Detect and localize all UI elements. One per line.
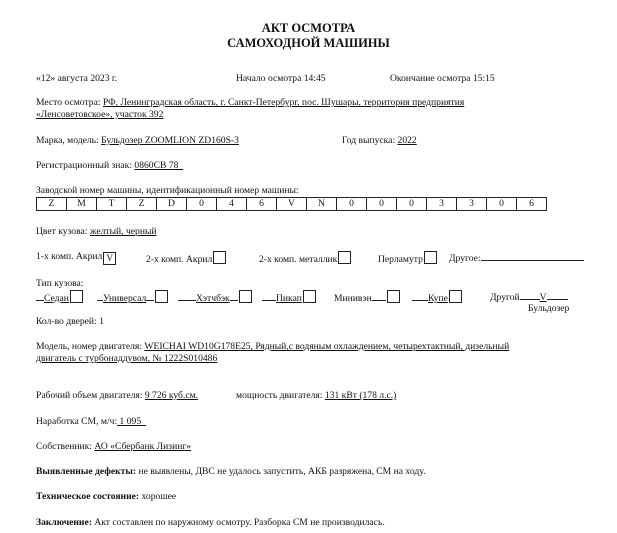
body-type-label: Тип кузова: — [36, 278, 84, 289]
vin-cell: 0 — [337, 198, 367, 211]
brand-label: Марка, модель: — [36, 135, 99, 146]
pickup-label: Пикап — [276, 293, 302, 304]
operating-hours — [36, 416, 146, 427]
year-value: 2022 — [397, 135, 417, 146]
vin-cell: V — [277, 198, 307, 211]
paint-opt4-label: Перламутр — [378, 254, 423, 265]
hours-label: Наработка СМ, м/ч: — [36, 416, 118, 427]
conclusion-value: Акт составлен по наружному осмотру. Разборка СМ не производилась. — [94, 517, 385, 528]
body-type-hatchback — [178, 290, 252, 304]
defects-value: не выявлены, ДВС не удалось запустить, АКБ разряжена, СМ на ходу. — [138, 466, 426, 477]
other-label: Другой — [490, 292, 520, 303]
paint-opt1-label: 1-х комп. Акрил — [36, 251, 103, 262]
condition-label: Техническое состояние: — [36, 491, 140, 502]
hatchback-label: Хэтчбэк — [196, 293, 230, 304]
reg-label: Регистрационный знак: — [36, 160, 132, 171]
volume-value: 9 726 куб.см. — [144, 390, 199, 401]
owner-label: Собственник: — [36, 441, 92, 452]
coupe-checkbox — [449, 290, 462, 303]
minivan-checkbox — [387, 290, 400, 303]
body-type-sedan — [36, 290, 83, 304]
condition-value: хорошее — [141, 491, 177, 502]
other-mark: V — [539, 292, 547, 303]
vin-cell: Z — [127, 198, 157, 211]
other-body-value: Бульдозер — [528, 303, 570, 314]
vin-cell: N — [307, 198, 337, 211]
body-type-other — [490, 290, 568, 303]
pickup-checkbox — [303, 290, 316, 303]
vin-cell: D — [157, 198, 187, 211]
doc-title-line1: АКТ ОСМОТРА — [261, 21, 356, 35]
coupe-label: Купе — [428, 293, 448, 304]
vin-cell: 3 — [427, 198, 457, 211]
vin-cell: 0 — [397, 198, 427, 211]
owner — [36, 441, 191, 452]
universal-label: Универсал — [103, 293, 147, 304]
paint-other — [449, 251, 584, 264]
power-label: мощность двигателя: — [236, 390, 323, 401]
year-label: Год выпуска: — [342, 135, 396, 146]
paint-opt1-checkbox: V — [103, 252, 116, 265]
body-type-universal — [97, 290, 168, 304]
vin-cell: T — [97, 198, 127, 211]
minivan-label: Минивэн — [334, 293, 372, 304]
owner-value: АО «Сбербанк Лизинг» — [94, 441, 192, 452]
sedan-checkbox — [70, 290, 83, 303]
volume-label: Рабочий объем двигателя: — [36, 390, 143, 401]
universal-checkbox — [155, 290, 168, 303]
paint-opt3 — [259, 251, 351, 265]
vin-cell: 6 — [247, 198, 277, 211]
paint-opt2-label: 2-х комп. Акрил — [146, 254, 213, 265]
paint-opt3-checkbox — [338, 251, 351, 264]
doc-title-line2: САМОХОДНОЙ МАШИНЫ — [227, 36, 390, 50]
paint-opt1 — [36, 251, 116, 265]
vin-row — [37, 198, 547, 211]
paint-other-label: Другое: — [449, 253, 481, 264]
brand-value: Бульдозер ZOOMLION ZD160S-3 — [101, 135, 239, 146]
conclusion — [36, 517, 385, 528]
body-type-pickup — [262, 290, 316, 304]
place-value-2: «Ленсоветовское», участок 392 — [36, 109, 164, 120]
conclusion-label: Заключение: — [36, 517, 92, 528]
paint-opt3-label: 2-х комп. металлик — [259, 254, 338, 265]
engine-value-2: двигатель с турбонаддувом, № 1222S010486 — [36, 353, 218, 364]
defects-label: Выявленные дефекты: — [36, 466, 137, 477]
engine-volume — [36, 390, 198, 401]
paint-other-blank — [481, 251, 584, 261]
engine-label: Модель, номер двигателя: — [36, 341, 142, 352]
vin-cell: Z — [37, 198, 67, 211]
engine-value-1: WEICHAI WD10G178E25, Рядный,с водяным охлаждением, четырехтактный, дизельный — [144, 341, 510, 352]
year — [342, 135, 417, 146]
brand-model — [36, 135, 239, 146]
registration — [36, 160, 183, 171]
vin-cell: 0 — [487, 198, 517, 211]
power-value: 131 кВт (178 л.с.) — [324, 390, 397, 401]
vin-table — [36, 197, 547, 211]
inspection-end: Окончание осмотра 15:15 — [390, 73, 495, 84]
inspection-place — [36, 97, 464, 108]
color-label: Цвет кузова: — [36, 226, 88, 237]
body-color — [36, 226, 157, 237]
sedan-label: Седан — [44, 293, 69, 304]
vin-cell: M — [67, 198, 97, 211]
paint-opt4 — [378, 251, 437, 265]
serial-label: Заводской номер машины, идентификационный номер машины: — [36, 185, 299, 196]
hatchback-checkbox — [239, 290, 252, 303]
defects — [36, 466, 425, 477]
color-value: желтый, черный — [89, 226, 157, 237]
vin-cell: 0 — [367, 198, 397, 211]
place-label: Место осмотра: — [36, 97, 101, 108]
technical-condition — [36, 491, 176, 502]
vin-cell: 6 — [517, 198, 547, 211]
paint-opt2 — [146, 251, 226, 265]
body-type-coupe — [412, 290, 462, 304]
reg-value: 0860СВ 78 — [134, 160, 179, 171]
body-type-minivan — [334, 290, 400, 304]
hours-value: 1 095 — [119, 416, 142, 427]
paint-opt4-checkbox — [424, 251, 437, 264]
doors-count: Кол-во дверей: 1 — [36, 316, 104, 327]
vin-cell: 0 — [187, 198, 217, 211]
engine — [36, 341, 509, 352]
vin-cell: 4 — [217, 198, 247, 211]
engine-power — [236, 390, 396, 401]
inspection-date: «12» августа 2023 г. — [36, 73, 118, 84]
paint-opt2-checkbox — [213, 251, 226, 264]
vin-cell: 3 — [457, 198, 487, 211]
place-value-1: РФ, Ленинградская область, г. Санкт-Петербург, пос. Шушары, территория предприятия — [102, 97, 465, 108]
inspection-start: Начало осмотра 14:45 — [236, 73, 326, 84]
